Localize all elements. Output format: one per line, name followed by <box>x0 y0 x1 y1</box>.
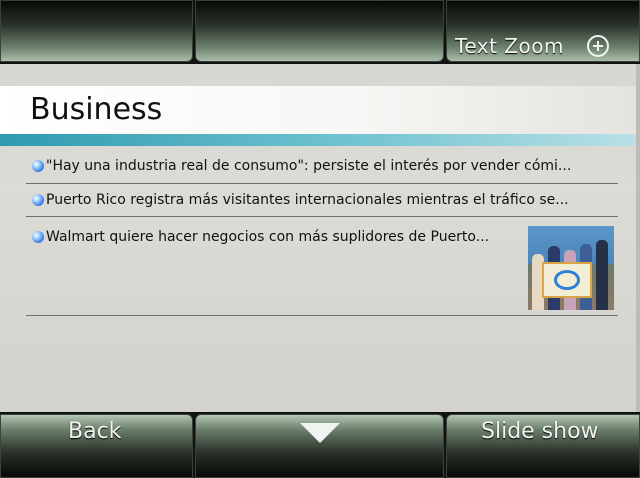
news-headline: "Hay una industria real de consumo": persiste el interés por vender cómi... <box>46 158 572 174</box>
page-title: Business <box>30 92 163 127</box>
bottom-bar <box>0 412 640 478</box>
news-thumbnail <box>528 226 614 310</box>
news-panel <box>0 64 640 412</box>
text-zoom-button[interactable] <box>446 0 640 62</box>
scroll-down-button[interactable] <box>195 414 444 478</box>
top-bar <box>0 0 640 64</box>
news-headline: Walmart quiere hacer negocios con más suplidores de Puerto... <box>46 229 490 245</box>
down-triangle-icon <box>300 423 340 443</box>
accent-bar <box>0 134 636 146</box>
news-headline: Puerto Rico registra más visitantes internacionales mientras el tráfico se... <box>46 192 569 208</box>
news-item[interactable] <box>26 217 618 316</box>
news-item[interactable] <box>26 150 618 184</box>
top-bar-left-segment <box>0 0 193 62</box>
plus-circle-icon <box>587 35 609 57</box>
thumbnail-person <box>596 240 608 310</box>
globe-bullet-icon <box>32 160 44 172</box>
back-button[interactable] <box>0 414 193 478</box>
back-label: Back <box>68 419 122 444</box>
thumbnail-sign <box>542 262 592 298</box>
text-zoom-label: Text Zoom <box>455 34 564 58</box>
slide-show-label: Slide show <box>481 419 599 444</box>
slide-show-button[interactable] <box>446 414 640 478</box>
globe-bullet-icon <box>32 194 44 206</box>
top-bar-center-segment <box>195 0 444 62</box>
news-item[interactable] <box>26 184 618 217</box>
globe-bullet-icon <box>32 231 44 243</box>
